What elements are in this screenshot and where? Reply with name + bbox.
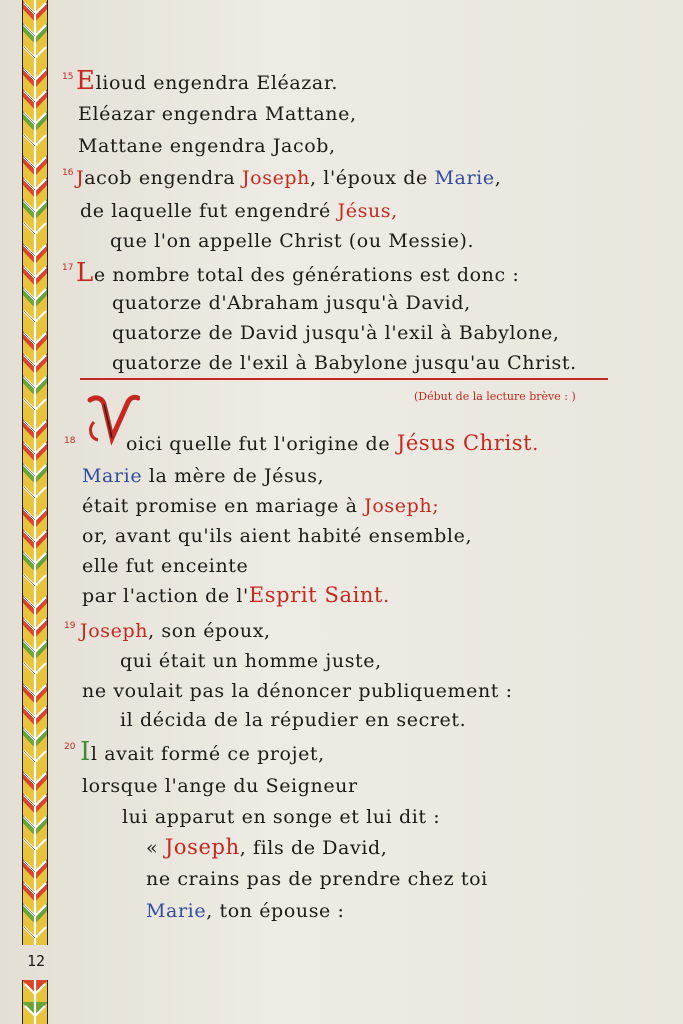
name-esprit-saint: Esprit Saint	[248, 583, 384, 607]
text-line: lui apparut en songe et lui dit :	[122, 806, 441, 828]
text-span: , l'époux de	[310, 167, 435, 189]
name-marie: Marie	[82, 465, 143, 487]
text-span: par l'action de l'	[82, 585, 249, 607]
text-line	[80, 737, 325, 767]
text-span: , ton épouse :	[206, 900, 345, 922]
text-span: lioud engendra Eléazar.	[95, 72, 339, 94]
rubric-initial: J	[76, 167, 85, 189]
text-span: .	[532, 433, 539, 455]
text-span: acob engendra	[84, 167, 242, 189]
text-line: lorsque l'ange du Seigneur	[82, 775, 358, 797]
rubric-initial: E	[76, 66, 96, 96]
text-span: , son époux,	[148, 620, 271, 642]
name-joseph: Joseph	[164, 835, 240, 859]
verse-number: 19	[64, 621, 76, 631]
name-joseph: Joseph	[364, 495, 433, 517]
text-span: ;	[432, 495, 440, 517]
reading-note: (Début de la lecture brève : )	[414, 390, 576, 403]
text-line	[80, 200, 398, 222]
text-line	[76, 258, 520, 288]
text-line: qui était un homme juste,	[120, 650, 382, 672]
text-span: «	[146, 837, 165, 859]
text-line: or, avant qu'ils aient habité ensemble,	[82, 525, 473, 547]
verse-number: 15	[62, 72, 74, 82]
text-line	[80, 620, 271, 642]
page-number: 12	[27, 952, 46, 970]
ornamental-border	[22, 0, 48, 945]
text-span: ,	[391, 200, 398, 222]
rubric-initial: L	[76, 258, 94, 288]
verse-number: 20	[64, 742, 76, 752]
name-joseph: Joseph	[241, 167, 311, 189]
verse-number: 18	[64, 436, 76, 446]
text-line	[146, 900, 345, 922]
text-span: , fils de David,	[239, 837, 388, 859]
text-line: Eléazar engendra Mattane,	[78, 103, 357, 125]
name-marie: Marie	[434, 167, 495, 189]
text-span: oici quelle fut l'origine de	[126, 433, 397, 455]
name-jesus-christ: Jésus Christ	[396, 431, 533, 455]
text-line: quatorze de David jusqu'à l'exil à Babylone,	[112, 322, 560, 344]
text-span: e nombre total des générations est donc :	[93, 264, 520, 286]
text-line	[126, 432, 539, 455]
verse-number: 16	[62, 168, 74, 178]
text-line	[146, 836, 387, 859]
name-jesus: Jésus	[337, 200, 392, 222]
rubric-initial: I	[80, 737, 91, 767]
text-line: quatorze de l'exil à Babylone jusqu'au Christ.	[112, 352, 577, 374]
text-span: la mère de Jésus,	[142, 465, 325, 487]
text-line: que l'on appelle Christ (ou Messie).	[110, 230, 475, 252]
text-line	[82, 584, 390, 607]
text-span: était promise en mariage à	[82, 495, 365, 517]
ornamental-border-lower	[22, 980, 48, 1024]
verse-number: 17	[62, 263, 74, 273]
text-line	[76, 66, 339, 96]
text-line: quatorze d'Abraham jusqu'à David,	[112, 292, 471, 314]
svg-text:V: V	[82, 392, 83, 393]
text-span: l avait formé ce projet,	[90, 743, 325, 765]
name-marie: Marie	[146, 900, 207, 922]
section-divider	[80, 378, 608, 380]
text-line	[82, 465, 324, 487]
text-span: .	[383, 585, 390, 607]
text-line: il décida de la répudier en secret.	[120, 709, 467, 731]
text-line: elle fut enceinte	[82, 555, 249, 577]
text-line: Mattane engendra Jacob,	[78, 135, 336, 157]
text-line: ne voulait pas la dénoncer publiquement :	[82, 680, 513, 702]
text-line	[76, 167, 501, 189]
text-line: ne crains pas de prendre chez toi	[146, 868, 488, 890]
text-span: ,	[494, 167, 502, 189]
name-joseph: Joseph	[80, 620, 149, 642]
text-line	[82, 495, 439, 517]
text-span: de laquelle fut engendré	[80, 200, 338, 222]
